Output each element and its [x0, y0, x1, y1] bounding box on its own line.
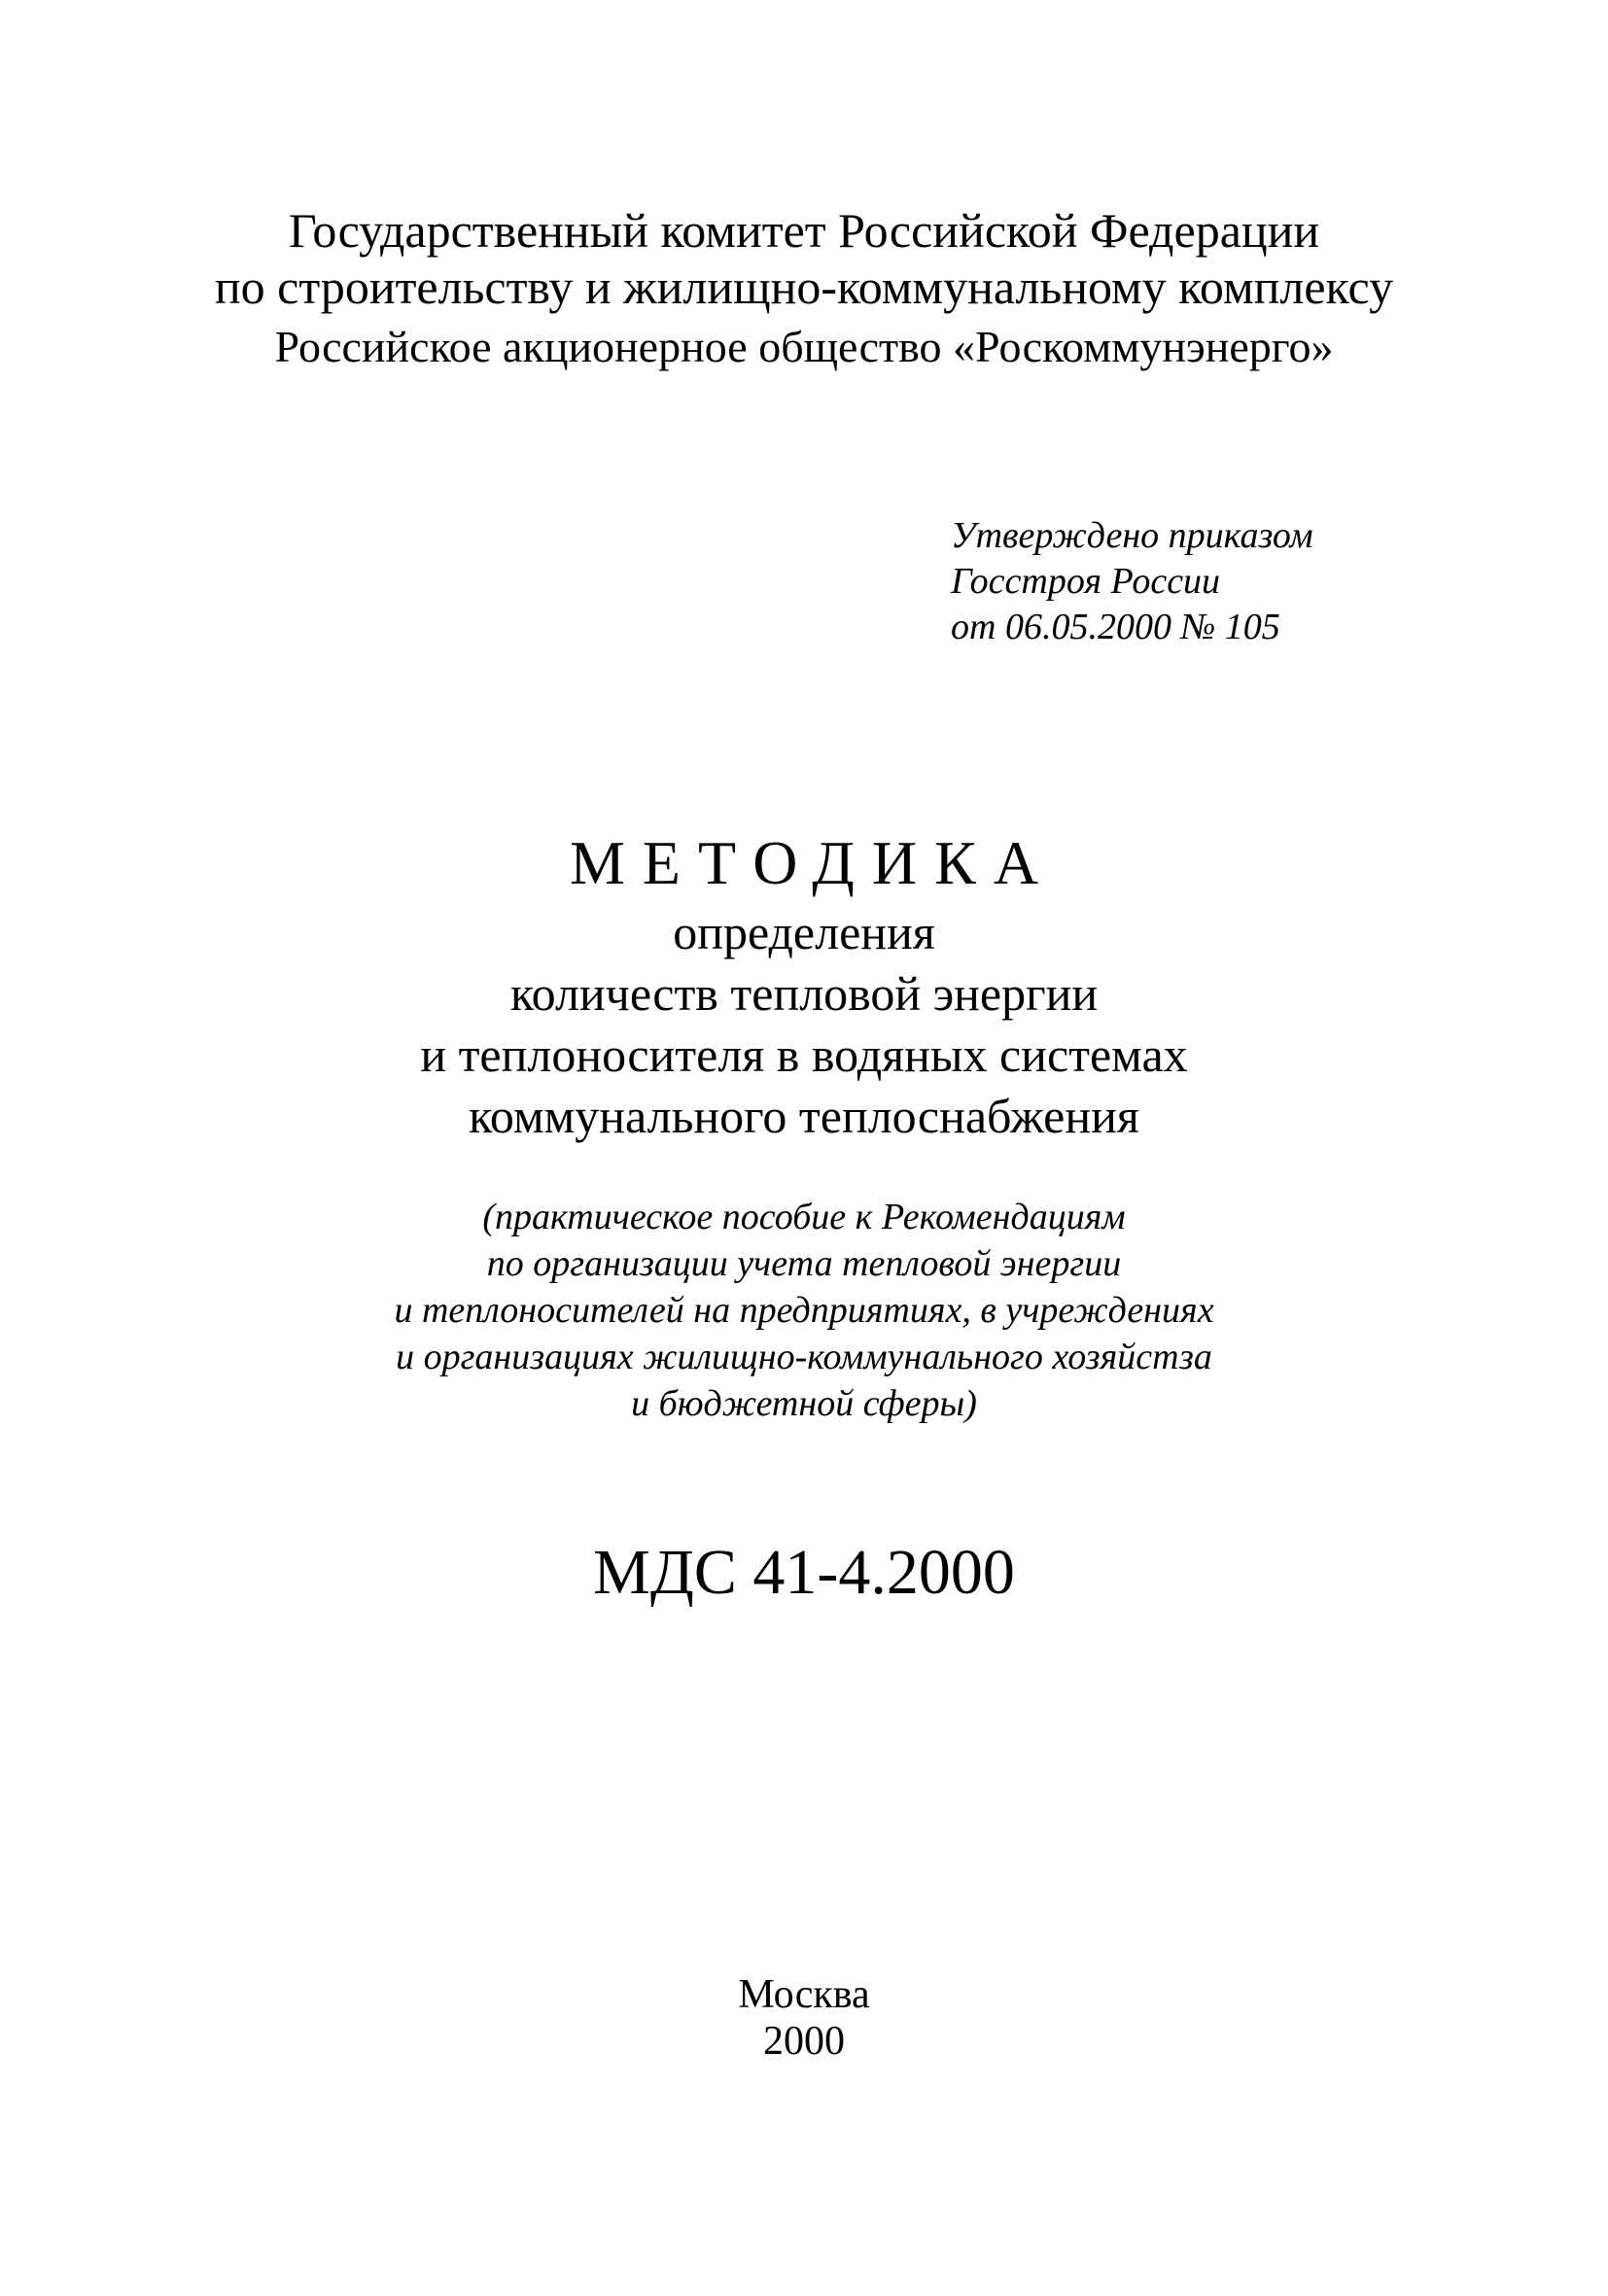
subtitle-line-1: определения [673, 905, 935, 959]
document-title [0, 824, 1608, 1147]
publication-city: Москва [738, 1972, 870, 2017]
document-code: МДС 41-4.2000 [593, 1537, 1015, 1608]
document-code-block [0, 1534, 1608, 1612]
committee-name-line-2: по строительству и жилищно-коммунальному комплексу [214, 260, 1394, 314]
note-line-3: и теплоносителей на предприятиях, в учреждениях [394, 1290, 1214, 1331]
publication-year: 2000 [763, 2019, 845, 2064]
subtitle-line-2: количеств тепловой энергии [509, 966, 1099, 1021]
approval-order-date: от 06.05.2000 № 105 [951, 607, 1280, 647]
document-note [0, 1194, 1608, 1427]
subtitle-line-3: и теплоносителя в водяных системах [420, 1027, 1188, 1082]
issuing-organizations [0, 202, 1608, 375]
note-line-1: (практическое пособие к Рекомендациям [482, 1197, 1126, 1237]
note-line-2: по организации учета тепловой энергии [486, 1243, 1122, 1284]
note-line-4: и организациях жилищно-коммунального хозяйстза [396, 1337, 1212, 1377]
approval-stamp [951, 513, 1313, 650]
subtitle-line-4: коммунального теплоснабжения [469, 1089, 1139, 1143]
approval-line-2: Госстроя России [951, 561, 1221, 602]
title-main: МЕТОДИКА [569, 828, 1057, 897]
publication-info [0, 1971, 1608, 2065]
committee-name-line-1: Государственный комитет Российской Федерации [288, 203, 1320, 258]
approval-line-1: Утверждено приказом [951, 515, 1313, 556]
company-name: Российское акционерное общество «Роскоммунэнерго» [274, 322, 1334, 371]
note-line-5: и бюджетной сферы) [631, 1383, 977, 1424]
